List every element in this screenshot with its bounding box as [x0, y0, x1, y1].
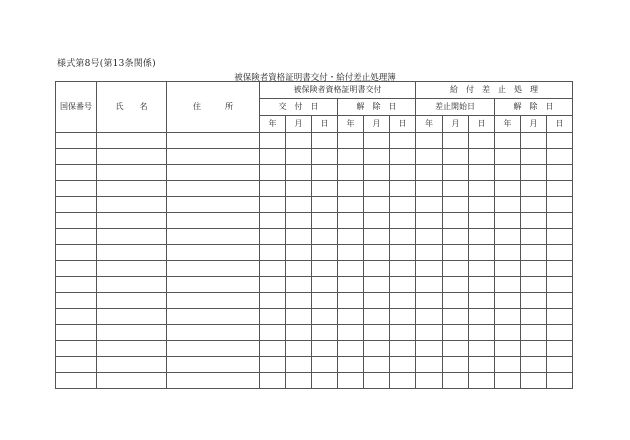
table-row: [56, 181, 573, 197]
table-cell[interactable]: [97, 341, 167, 357]
table-cell[interactable]: [547, 373, 573, 389]
table-cell[interactable]: [495, 261, 521, 277]
header-month: 月: [443, 116, 469, 133]
table-cell[interactable]: [167, 245, 260, 261]
table-cell[interactable]: [547, 341, 573, 357]
table-cell[interactable]: [286, 197, 312, 213]
table-cell[interactable]: [547, 229, 573, 245]
table-cell[interactable]: [167, 341, 260, 357]
table-cell[interactable]: [286, 293, 312, 309]
table-cell[interactable]: [495, 213, 521, 229]
table-row: [56, 373, 573, 389]
table-cell[interactable]: [416, 229, 443, 245]
table-cell[interactable]: [469, 309, 495, 325]
table-cell[interactable]: [97, 213, 167, 229]
table-cell[interactable]: [469, 277, 495, 293]
table-cell[interactable]: [260, 341, 286, 357]
table-cell[interactable]: [97, 165, 167, 181]
table-cell[interactable]: [260, 133, 286, 149]
form-number: 様式第8号(第13条関係): [57, 59, 156, 69]
table-cell[interactable]: [260, 357, 286, 373]
table-cell[interactable]: [495, 133, 521, 149]
table-cell[interactable]: [97, 245, 167, 261]
table-cell[interactable]: [286, 133, 312, 149]
table-cell[interactable]: [443, 213, 469, 229]
table-cell[interactable]: [364, 165, 390, 181]
table-row: [56, 165, 573, 181]
table-cell[interactable]: [364, 181, 390, 197]
table-cell[interactable]: [469, 341, 495, 357]
table-cell[interactable]: [56, 181, 97, 197]
table-cell[interactable]: [416, 149, 443, 165]
table-cell[interactable]: [312, 277, 338, 293]
table-cell[interactable]: [56, 293, 97, 309]
table-cell[interactable]: [364, 357, 390, 373]
table-cell[interactable]: [312, 165, 338, 181]
table-cell[interactable]: [547, 309, 573, 325]
table-cell[interactable]: [521, 373, 547, 389]
table-cell[interactable]: [521, 229, 547, 245]
header-cancel-date: 解 除 日: [495, 99, 573, 116]
table-cell[interactable]: [547, 149, 573, 165]
table-cell[interactable]: [167, 357, 260, 373]
table-cell[interactable]: [469, 149, 495, 165]
table-cell[interactable]: [56, 197, 97, 213]
table-cell[interactable]: [547, 197, 573, 213]
table-cell[interactable]: [312, 197, 338, 213]
table-cell[interactable]: [286, 357, 312, 373]
table-cell[interactable]: [260, 277, 286, 293]
table-cell[interactable]: [416, 325, 443, 341]
table-cell[interactable]: [312, 357, 338, 373]
table-cell[interactable]: [167, 133, 260, 149]
table-cell[interactable]: [286, 149, 312, 165]
table-cell[interactable]: [286, 245, 312, 261]
table-cell[interactable]: [416, 309, 443, 325]
table-cell[interactable]: [364, 245, 390, 261]
table-cell[interactable]: [364, 229, 390, 245]
table-cell[interactable]: [167, 277, 260, 293]
table-cell[interactable]: [167, 293, 260, 309]
table-cell[interactable]: [521, 133, 547, 149]
table-cell[interactable]: [338, 261, 364, 277]
table-cell[interactable]: [495, 325, 521, 341]
table-cell[interactable]: [521, 245, 547, 261]
table-row: [56, 245, 573, 261]
table-cell[interactable]: [443, 261, 469, 277]
table-cell[interactable]: [97, 373, 167, 389]
table-cell[interactable]: [260, 373, 286, 389]
table-cell[interactable]: [390, 373, 416, 389]
table-cell[interactable]: [260, 293, 286, 309]
table-cell[interactable]: [416, 261, 443, 277]
table-cell[interactable]: [56, 229, 97, 245]
table-cell[interactable]: [364, 277, 390, 293]
table-cell[interactable]: [338, 309, 364, 325]
table-cell[interactable]: [364, 325, 390, 341]
table-cell[interactable]: [167, 325, 260, 341]
table-cell[interactable]: [495, 373, 521, 389]
table-cell[interactable]: [260, 325, 286, 341]
table-cell[interactable]: [338, 133, 364, 149]
table-cell[interactable]: [167, 197, 260, 213]
table-cell[interactable]: [56, 213, 97, 229]
table-cell[interactable]: [416, 341, 443, 357]
table-cell[interactable]: [416, 293, 443, 309]
table-cell[interactable]: [56, 277, 97, 293]
table-cell[interactable]: [312, 309, 338, 325]
table-cell[interactable]: [338, 341, 364, 357]
table-cell[interactable]: [56, 325, 97, 341]
table-cell[interactable]: [469, 325, 495, 341]
table-cell[interactable]: [260, 165, 286, 181]
table-cell[interactable]: [443, 277, 469, 293]
header-suspension-start: 差止開始日: [416, 99, 495, 116]
table-cell[interactable]: [443, 325, 469, 341]
table-cell[interactable]: [390, 357, 416, 373]
table-cell[interactable]: [390, 277, 416, 293]
table-cell[interactable]: [364, 133, 390, 149]
table-cell[interactable]: [416, 213, 443, 229]
table-cell[interactable]: [338, 357, 364, 373]
table-cell[interactable]: [416, 133, 443, 149]
table-cell[interactable]: [97, 133, 167, 149]
header-address: 住 所: [167, 82, 260, 133]
table-cell[interactable]: [521, 181, 547, 197]
table-cell[interactable]: [167, 149, 260, 165]
table-cell[interactable]: [521, 341, 547, 357]
table-cell[interactable]: [312, 133, 338, 149]
header-year: 年: [338, 116, 364, 133]
table-cell[interactable]: [286, 325, 312, 341]
table-cell[interactable]: [364, 341, 390, 357]
header-year: 年: [495, 116, 521, 133]
table-cell[interactable]: [260, 181, 286, 197]
table-cell[interactable]: [390, 165, 416, 181]
table-cell[interactable]: [338, 325, 364, 341]
table-cell[interactable]: [286, 373, 312, 389]
table-cell[interactable]: [390, 229, 416, 245]
table-cell[interactable]: [443, 133, 469, 149]
table-cell[interactable]: [521, 197, 547, 213]
table-cell[interactable]: [416, 373, 443, 389]
header-month: 月: [364, 116, 390, 133]
table-cell[interactable]: [469, 197, 495, 213]
table-cell[interactable]: [416, 357, 443, 373]
table-cell[interactable]: [167, 181, 260, 197]
table-cell[interactable]: [390, 325, 416, 341]
table-cell[interactable]: [521, 357, 547, 373]
table-cell[interactable]: [469, 357, 495, 373]
table-cell[interactable]: [260, 229, 286, 245]
table-cell[interactable]: [521, 293, 547, 309]
table-cell[interactable]: [286, 229, 312, 245]
table-cell[interactable]: [416, 197, 443, 213]
header-year: 年: [416, 116, 443, 133]
table-row: [56, 213, 573, 229]
table-cell[interactable]: [338, 277, 364, 293]
table-cell[interactable]: [469, 213, 495, 229]
table-cell[interactable]: [56, 165, 97, 181]
table-cell[interactable]: [547, 325, 573, 341]
table-cell[interactable]: [495, 309, 521, 325]
table-cell[interactable]: [338, 181, 364, 197]
table-cell[interactable]: [443, 341, 469, 357]
table-row: [56, 293, 573, 309]
table-cell[interactable]: [364, 149, 390, 165]
table-cell[interactable]: [338, 149, 364, 165]
table-cell[interactable]: [260, 197, 286, 213]
table-cell[interactable]: [443, 357, 469, 373]
table-cell[interactable]: [312, 181, 338, 197]
table-cell[interactable]: [547, 213, 573, 229]
table-cell[interactable]: [547, 261, 573, 277]
table-row: [56, 229, 573, 245]
table-cell[interactable]: [390, 309, 416, 325]
table-cell[interactable]: [547, 357, 573, 373]
table-cell[interactable]: [364, 293, 390, 309]
table-cell[interactable]: [312, 229, 338, 245]
table-cell[interactable]: [286, 341, 312, 357]
table-row: [56, 261, 573, 277]
header-suspension-group: 給 付 差 止 処 理: [416, 82, 573, 99]
header-certificate-group: 被保険者資格証明書交付: [260, 82, 416, 99]
table-cell[interactable]: [167, 213, 260, 229]
table-cell[interactable]: [390, 181, 416, 197]
table-cell[interactable]: [260, 261, 286, 277]
table-cell[interactable]: [443, 245, 469, 261]
table-cell[interactable]: [390, 261, 416, 277]
table-row: [56, 309, 573, 325]
header-day: 日: [312, 116, 338, 133]
table-cell[interactable]: [338, 213, 364, 229]
table-cell[interactable]: [469, 261, 495, 277]
table-cell[interactable]: [260, 213, 286, 229]
header-cancel-date: 解 除 日: [338, 99, 416, 116]
table-cell[interactable]: [495, 197, 521, 213]
table-cell[interactable]: [390, 245, 416, 261]
table-cell[interactable]: [97, 293, 167, 309]
table-cell[interactable]: [286, 261, 312, 277]
table-cell[interactable]: [495, 165, 521, 181]
table-cell[interactable]: [260, 149, 286, 165]
table-cell[interactable]: [416, 277, 443, 293]
table-cell[interactable]: [364, 213, 390, 229]
table-cell[interactable]: [495, 341, 521, 357]
table-cell[interactable]: [97, 277, 167, 293]
table-cell[interactable]: [547, 165, 573, 181]
table-cell[interactable]: [97, 181, 167, 197]
table-cell[interactable]: [56, 373, 97, 389]
table-cell[interactable]: [495, 149, 521, 165]
header-issue-date: 交 付 日: [260, 99, 338, 116]
table-cell[interactable]: [416, 181, 443, 197]
table-cell[interactable]: [469, 165, 495, 181]
table-cell[interactable]: [390, 293, 416, 309]
table-cell[interactable]: [56, 245, 97, 261]
table-cell[interactable]: [495, 357, 521, 373]
table-cell[interactable]: [97, 229, 167, 245]
table-cell[interactable]: [338, 245, 364, 261]
table-row: [56, 149, 573, 165]
table-cell[interactable]: [443, 293, 469, 309]
table-cell[interactable]: [521, 309, 547, 325]
table-cell[interactable]: [312, 373, 338, 389]
table-cell[interactable]: [469, 229, 495, 245]
table-cell[interactable]: [56, 261, 97, 277]
table-row: [56, 197, 573, 213]
header-insurance-no: 国保番号: [56, 82, 97, 133]
table-cell[interactable]: [97, 149, 167, 165]
table-cell[interactable]: [390, 133, 416, 149]
table-cell[interactable]: [286, 181, 312, 197]
table-cell[interactable]: [338, 373, 364, 389]
table-cell[interactable]: [56, 149, 97, 165]
table-cell[interactable]: [521, 277, 547, 293]
table-cell[interactable]: [469, 373, 495, 389]
table-cell[interactable]: [312, 341, 338, 357]
table-cell[interactable]: [260, 309, 286, 325]
table-cell[interactable]: [56, 341, 97, 357]
table-cell[interactable]: [443, 165, 469, 181]
header-name: 氏 名: [97, 82, 167, 133]
header-year: 年: [260, 116, 286, 133]
table-cell[interactable]: [167, 373, 260, 389]
form-title: 被保険者資格証明書交付・給付差止処理簿: [234, 73, 396, 83]
table-cell[interactable]: [364, 197, 390, 213]
table-cell[interactable]: [167, 261, 260, 277]
table-cell[interactable]: [469, 133, 495, 149]
table-cell[interactable]: [97, 325, 167, 341]
table-cell[interactable]: [364, 373, 390, 389]
table-cell[interactable]: [286, 277, 312, 293]
table-cell[interactable]: [286, 309, 312, 325]
table-row: [56, 325, 573, 341]
table-cell[interactable]: [312, 213, 338, 229]
table-cell[interactable]: [443, 181, 469, 197]
table-row: [56, 341, 573, 357]
table-cell[interactable]: [495, 293, 521, 309]
table-cell[interactable]: [390, 197, 416, 213]
table-cell[interactable]: [547, 293, 573, 309]
table-cell[interactable]: [312, 293, 338, 309]
table-cell[interactable]: [416, 245, 443, 261]
table-cell[interactable]: [469, 293, 495, 309]
table-cell[interactable]: [312, 149, 338, 165]
table-cell[interactable]: [521, 325, 547, 341]
table-cell[interactable]: [547, 181, 573, 197]
header-day: 日: [547, 116, 573, 133]
table-cell[interactable]: [443, 309, 469, 325]
table-cell[interactable]: [167, 309, 260, 325]
table-cell[interactable]: [56, 133, 97, 149]
header-month: 月: [286, 116, 312, 133]
table-cell[interactable]: [312, 261, 338, 277]
table-cell[interactable]: [97, 309, 167, 325]
table-cell[interactable]: [495, 245, 521, 261]
table-cell[interactable]: [521, 261, 547, 277]
table-cell[interactable]: [495, 181, 521, 197]
table-cell[interactable]: [521, 149, 547, 165]
table-cell[interactable]: [547, 245, 573, 261]
table-cell[interactable]: [286, 165, 312, 181]
table-cell[interactable]: [547, 133, 573, 149]
table-cell[interactable]: [338, 165, 364, 181]
table-cell[interactable]: [167, 165, 260, 181]
table-cell[interactable]: [416, 165, 443, 181]
table-cell[interactable]: [443, 229, 469, 245]
table-cell[interactable]: [469, 245, 495, 261]
register-table: [55, 81, 573, 389]
table-cell[interactable]: [338, 197, 364, 213]
table-cell[interactable]: [97, 261, 167, 277]
table-cell[interactable]: [443, 197, 469, 213]
table-cell[interactable]: [56, 357, 97, 373]
table-cell[interactable]: [286, 213, 312, 229]
table-cell[interactable]: [390, 213, 416, 229]
table-cell[interactable]: [443, 149, 469, 165]
table-cell[interactable]: [495, 229, 521, 245]
table-cell[interactable]: [338, 229, 364, 245]
header-day: 日: [390, 116, 416, 133]
table-cell[interactable]: [390, 341, 416, 357]
table-cell[interactable]: [312, 245, 338, 261]
table-cell[interactable]: [260, 245, 286, 261]
table-cell[interactable]: [312, 325, 338, 341]
table-cell[interactable]: [56, 309, 97, 325]
header-month: 月: [521, 116, 547, 133]
table-cell[interactable]: [364, 261, 390, 277]
table-cell[interactable]: [364, 309, 390, 325]
table-cell[interactable]: [167, 229, 260, 245]
table-cell[interactable]: [547, 277, 573, 293]
table-cell[interactable]: [443, 373, 469, 389]
table-row: [56, 277, 573, 293]
table-row: [56, 357, 573, 373]
table-cell[interactable]: [338, 293, 364, 309]
table-row: [56, 133, 573, 149]
table-cell[interactable]: [495, 277, 521, 293]
table-cell[interactable]: [521, 213, 547, 229]
table-cell[interactable]: [469, 181, 495, 197]
table-cell[interactable]: [97, 357, 167, 373]
header-day: 日: [469, 116, 495, 133]
table-cell[interactable]: [97, 197, 167, 213]
table-cell[interactable]: [390, 149, 416, 165]
table-cell[interactable]: [521, 165, 547, 181]
